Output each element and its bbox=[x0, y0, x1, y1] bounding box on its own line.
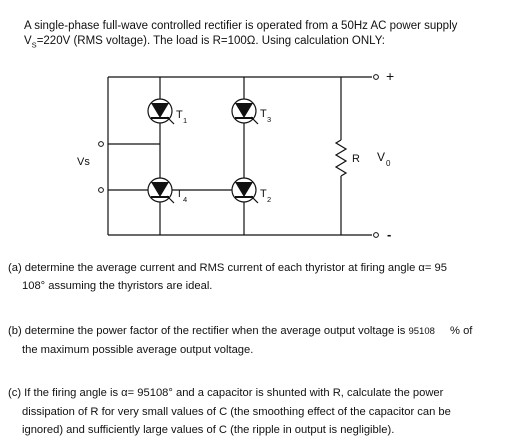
question-a-value: 108 bbox=[22, 280, 41, 292]
vout-label: V bbox=[377, 150, 386, 164]
question-c-text: (c) If the firing angle is α= 95108 bbox=[8, 387, 169, 399]
vs-symbol: V bbox=[24, 35, 32, 47]
vout-subscript: 0 bbox=[386, 159, 391, 168]
question-b-line-1 bbox=[8, 325, 472, 337]
question-b-suffix: % of bbox=[450, 325, 473, 337]
intro-line-1: A single-phase full-wave controlled rectifier is operated from a 50Hz AC power supply bbox=[24, 20, 458, 32]
question-b-text: (b) determine the power factor of the rectifier when the average output voltage is bbox=[8, 325, 406, 337]
t3-label: T bbox=[260, 108, 267, 120]
question-a-suffix: ° assuming the thyristors are ideal. bbox=[40, 280, 213, 292]
source-terminal-bottom bbox=[99, 188, 104, 193]
t1-label: T bbox=[176, 109, 183, 121]
question-c-line-1 bbox=[8, 387, 443, 399]
vs-subscript: S bbox=[31, 40, 37, 50]
t4-subscript: 4 bbox=[183, 195, 188, 204]
output-terminal-minus bbox=[374, 233, 379, 238]
output-terminal-plus bbox=[374, 75, 379, 80]
source-terminal-top bbox=[99, 142, 104, 147]
question-b-line-2: the maximum possible average output voltage. bbox=[22, 344, 254, 356]
question-a-line-2 bbox=[22, 280, 212, 292]
t2-subscript: 2 bbox=[267, 195, 272, 204]
resistor bbox=[336, 140, 346, 176]
question-c-suffix: ° and a capacitor is shunted with R, calculate the power bbox=[168, 387, 444, 399]
t3-subscript: 3 bbox=[267, 115, 272, 124]
t4-label: T bbox=[176, 188, 183, 200]
question-b-value: 95108 bbox=[408, 326, 435, 337]
intro-line-2-text: =220V (RMS voltage). The load is R=100Ω. Using calculation ONLY: bbox=[36, 35, 385, 47]
question-c-line-2: dissipation of R for very small values of C (the smoothing effect of the capacitor can be bbox=[22, 406, 451, 418]
thyristor-t3 bbox=[232, 99, 258, 124]
resistor-label: R bbox=[352, 153, 360, 165]
t1-subscript: 1 bbox=[183, 116, 188, 125]
plus-label: + bbox=[386, 68, 395, 84]
source-label: Vs bbox=[77, 156, 90, 168]
minus-label: - bbox=[387, 227, 392, 242]
question-c-line-3: ignored) and sufficiently large values of C (the ripple in output is negligible). bbox=[22, 424, 395, 436]
thyristor-t2 bbox=[232, 178, 258, 203]
thyristor-t4 bbox=[148, 168, 174, 235]
t2-label: T bbox=[260, 188, 267, 200]
thyristor-t1 bbox=[148, 77, 174, 144]
question-a-line-1: (a) determine the average current and RMS current of each thyristor at firing angle α= 95 bbox=[8, 262, 447, 274]
